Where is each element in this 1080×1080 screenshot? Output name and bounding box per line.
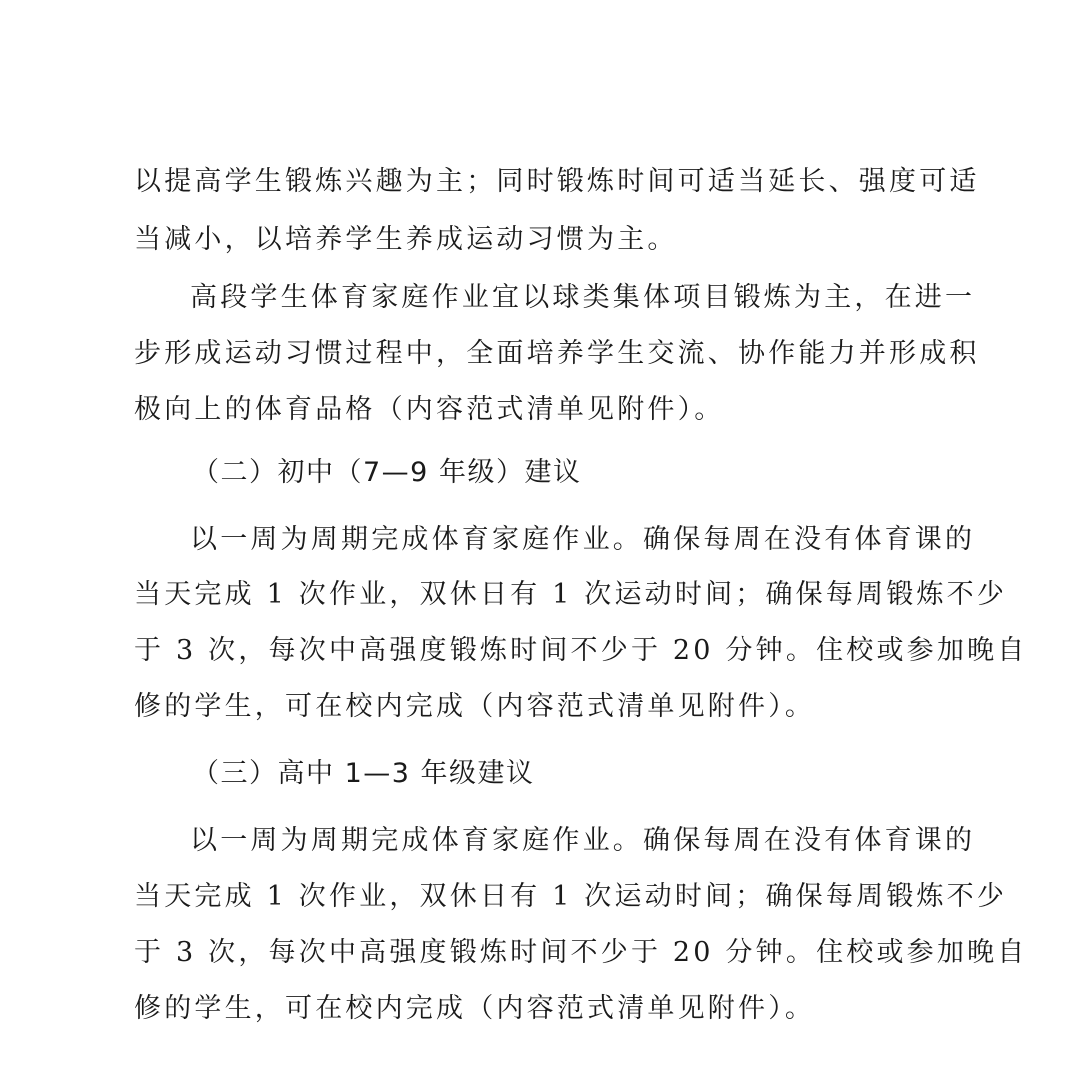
section-2-line-4: 修的学生，可在校内完成（内容范式清单见附件）。 <box>134 691 816 722</box>
paragraph-1-line-1: 以提高学生锻炼兴趣为主；同时锻炼时间可适当延长、强度可适 <box>134 166 980 197</box>
paragraph-2-line-1: 高段学生体育家庭作业宜以球类集体项目锻炼为主，在进一 <box>190 282 976 313</box>
section-2-line-2: 当天完成 1 次作业，双休日有 1 次运动时间；确保每周锻炼不少 <box>134 579 1008 610</box>
section-2-line-3: 于 3 次，每次中高强度锻炼时间不少于 20 分钟。住校或参加晚自 <box>134 635 1028 666</box>
section-2-line-1: 以一周为周期完成体育家庭作业。确保每周在没有体育课的 <box>190 524 976 555</box>
section-3-line-4: 修的学生，可在校内完成（内容范式清单见附件）。 <box>134 993 816 1024</box>
section-3-line-2: 当天完成 1 次作业，双休日有 1 次运动时间；确保每周锻炼不少 <box>134 881 1008 912</box>
section-2-heading: （二）初中（7—9 年级）建议 <box>192 457 582 488</box>
section-3-line-1: 以一周为周期完成体育家庭作业。确保每周在没有体育课的 <box>190 825 976 856</box>
paragraph-2-line-3: 极向上的体育品格（内容范式清单见附件）。 <box>134 394 725 425</box>
paragraph-1-line-2: 当减小，以培养学生养成运动习惯为主。 <box>134 224 678 255</box>
section-3-line-3: 于 3 次，每次中高强度锻炼时间不少于 20 分钟。住校或参加晚自 <box>134 937 1028 968</box>
paragraph-2-line-2: 步形成运动习惯过程中，全面培养学生交流、协作能力并形成积 <box>134 338 980 369</box>
section-3-heading: （三）高中 1—3 年级建议 <box>192 758 535 789</box>
